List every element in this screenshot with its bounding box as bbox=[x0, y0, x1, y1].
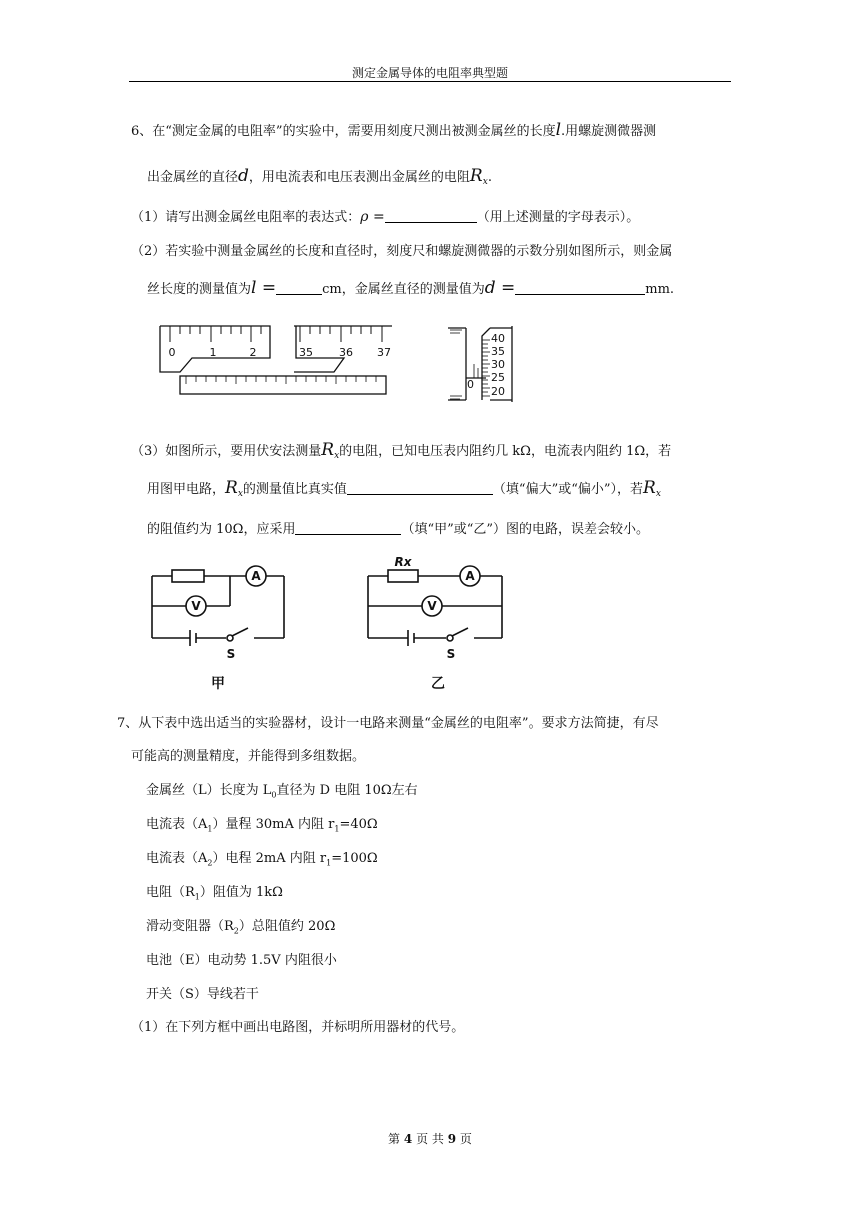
resistor-symbol bbox=[172, 570, 204, 582]
page-number: 4 bbox=[403, 1132, 413, 1146]
circuit-jia bbox=[146, 560, 296, 692]
resistor-symbol bbox=[388, 570, 418, 582]
circuit-caption: 甲 bbox=[211, 676, 225, 692]
q6-line1: 6、在“测定金属的电阻率”的实验中，需要用刻度尺测出被测金属丝的长度l.用螺旋测微器测 bbox=[131, 120, 657, 140]
micrometer-tick-label: 30 bbox=[491, 358, 505, 371]
micrometer-tick-label: 40 bbox=[491, 332, 505, 345]
q6-line2: 出金属丝的直径d，用电流表和电压表测出金属丝的电阻$R_x$. bbox=[147, 166, 492, 187]
equipment-item: 滑动变阻器$(R_2)$总阻值约 20Ω bbox=[146, 919, 336, 936]
ruler-tick-label: 35 bbox=[299, 346, 313, 359]
voltmeter-label: V bbox=[191, 599, 201, 613]
q6-part3-line1: （3）如图所示，要用伏安法测量$R_x$的电阻，已知电压表内阻约几 kΩ，电流表内阻约 1Ω，若 bbox=[131, 440, 672, 461]
equipment-item: 电流表$(A_1)$量程 30mA 内阻 $r_1=40\Omega$ bbox=[146, 817, 378, 834]
switch-label: S bbox=[226, 647, 236, 661]
page-header-title: 测定金属导体的电阻率典型题 bbox=[351, 66, 508, 80]
resistor-label: Rx bbox=[394, 555, 412, 569]
ammeter-label: A bbox=[251, 569, 261, 583]
answer-blank-rho[interactable] bbox=[385, 210, 477, 223]
q6-part1: （1）请写出测金属丝电阻率的表达式：ρ = （用上述测量的字母表示）。 bbox=[131, 209, 640, 225]
equipment-item: 电阻$(R_1)$阻值为 1kΩ bbox=[146, 885, 283, 902]
equipment-item: 电池（E）电动势 1.5V 内阻很小 bbox=[146, 953, 337, 968]
q7-line1: 7、从下表中选出适当的实验器材，设计一电路来测量“金属丝的电阻率”。要求方法简捷，有尽 bbox=[117, 716, 659, 731]
answer-blank-length[interactable] bbox=[276, 282, 322, 295]
ammeter-label: A bbox=[465, 569, 475, 583]
micrometer-tick-label: 20 bbox=[491, 385, 505, 398]
micrometer-tick-label: 35 bbox=[491, 345, 505, 358]
q6-part3-line3: 的阻值约为 10Ω，应采用 （填“甲”或“乙”）图的电路，误差会较小。 bbox=[147, 522, 650, 537]
voltmeter-label: V bbox=[427, 599, 437, 613]
micrometer-tick-label: 25 bbox=[491, 371, 505, 384]
micrometer-zero-label: 0 bbox=[467, 378, 474, 391]
equipment-item: 金属丝（L）长度为 $L_0$直径为 D 电阻 10Ω左右 bbox=[146, 783, 418, 800]
micrometer-figure bbox=[446, 322, 518, 406]
page-footer: 第 4 页 共 9 页 bbox=[388, 1132, 472, 1146]
q7-line2: 可能高的测量精度，并能得到多组数据。 bbox=[131, 749, 366, 764]
answer-blank-diameter[interactable] bbox=[515, 282, 645, 295]
equipment-item: 电流表$(A_2)$电程 2mA 内阻 $r_1=100\Omega$ bbox=[146, 851, 378, 868]
ruler-tick-label: 1 bbox=[209, 346, 217, 359]
q6-part3-line2: 用图甲电路，$R_x$的测量值比真实值 （填“偏大”或“偏小”），若$R_x$ bbox=[147, 478, 661, 499]
ruler-tick-label: 37 bbox=[377, 346, 391, 359]
header-rule bbox=[129, 81, 731, 82]
ruler-tick-label: 0 bbox=[168, 346, 176, 359]
answer-blank-circuit[interactable] bbox=[295, 522, 401, 535]
switch-label: S bbox=[446, 647, 456, 661]
vernier-ruler-figure bbox=[156, 322, 392, 402]
circuit-yi bbox=[362, 552, 512, 692]
q7-part1: （1）在下列方框中画出电路图，并标明所用器材的代号。 bbox=[131, 1020, 465, 1035]
answer-blank-bias[interactable] bbox=[347, 482, 493, 495]
equipment-item: 开关（S）导线若干 bbox=[146, 987, 259, 1002]
q6-part2-line2: 丝长度的测量值为l = cm，金属丝直径的测量值为d = mm. bbox=[147, 278, 675, 298]
page-total: 9 bbox=[447, 1132, 457, 1146]
ruler-tick-label: 36 bbox=[339, 346, 353, 359]
q6-part2-line1: （2）若实验中测量金属丝的长度和直径时，刻度尺和螺旋测微器的示数分别如图所示，则金属 bbox=[131, 244, 673, 259]
ruler-tick-label: 2 bbox=[249, 346, 257, 359]
circuit-caption: 乙 bbox=[431, 676, 445, 692]
